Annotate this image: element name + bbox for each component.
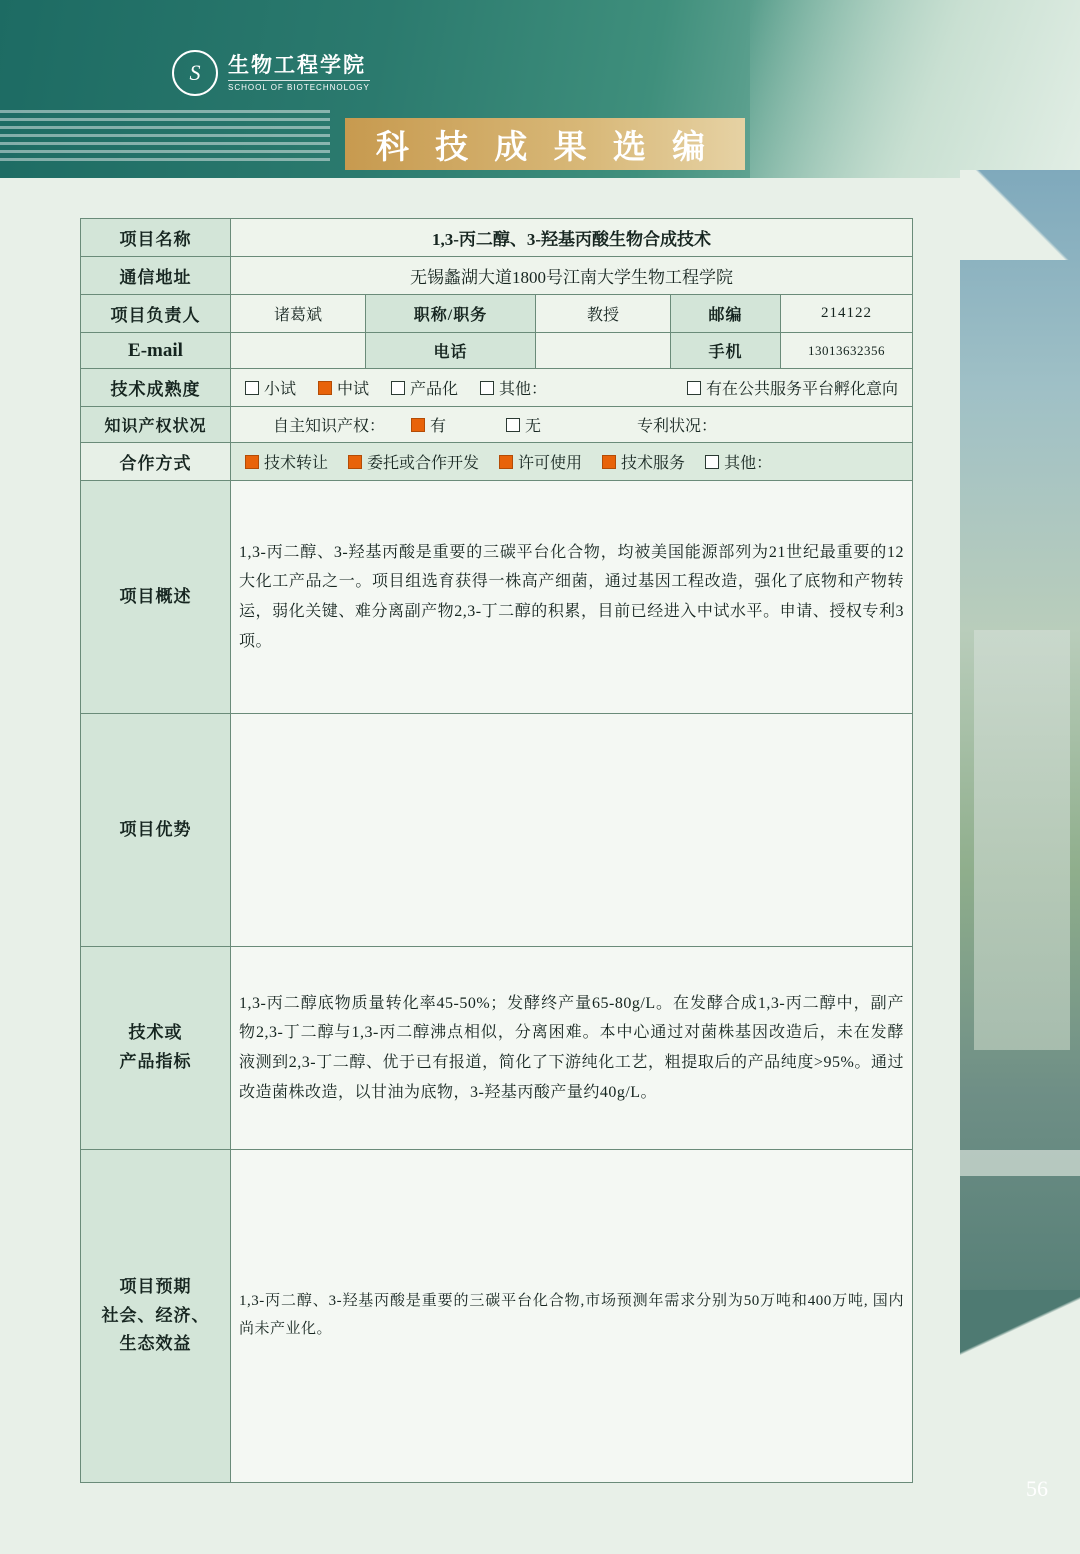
maturity-option-label: 小试: [264, 381, 297, 398]
value-ip-options: [231, 407, 913, 443]
table-row-ip: [81, 407, 913, 443]
value-expected-benefit: 1,3-丙二醇、3-羟基丙酸是重要的三碳平台化合物,市场预测年需求分别为50万吨和400万吨, 国内尚未产业化。: [231, 1150, 913, 1483]
ip-option-yes[interactable]: [411, 413, 446, 436]
label-maturity: 技术成熟度: [81, 369, 231, 407]
ip-option-label: 有: [430, 418, 447, 435]
maturity-option-label: 产品化: [410, 381, 459, 398]
table-row-overview: [81, 481, 913, 714]
checkbox-checked-icon[interactable]: [245, 455, 259, 469]
coop-option-label: 技术转让: [264, 455, 329, 472]
label-expected-benefit: [81, 1150, 231, 1483]
label-expected-benefit-line1: 项目预期: [119, 1276, 192, 1296]
coop-option-label: 技术服务: [621, 455, 686, 472]
coop-option-label: 许可使用: [518, 455, 583, 472]
checkbox-unchecked-icon[interactable]: [391, 381, 405, 395]
checkbox-unchecked-icon[interactable]: [687, 381, 701, 395]
page-title: 科 技 成 果 选 编: [375, 129, 715, 166]
label-phone: 电话: [366, 333, 536, 369]
table-row-maturity: [81, 369, 913, 407]
photo-top-corner-mask: [960, 170, 1080, 260]
coop-option-license[interactable]: [499, 450, 582, 473]
label-ip-status: 知识产权状况: [81, 407, 231, 443]
value-job-title: 教授: [536, 295, 671, 333]
checkbox-unchecked-icon[interactable]: [506, 418, 520, 432]
table-row-address: [81, 257, 913, 295]
checkbox-checked-icon[interactable]: [318, 381, 332, 395]
photo-bottom-corner-mask: [960, 1290, 1080, 1390]
header-gradient-fade: [750, 0, 1080, 178]
checkbox-checked-icon[interactable]: [602, 455, 616, 469]
incubation-intent-option[interactable]: [687, 376, 898, 399]
label-job-title: 职称/职务: [366, 295, 536, 333]
value-cooperation-options: [231, 443, 913, 481]
coop-option-label: 委托或合作开发: [367, 455, 480, 472]
label-technical-indicator-line1: 技术或: [128, 1023, 183, 1043]
maturity-option-product[interactable]: [391, 376, 458, 399]
photo-building-shape: [974, 630, 1070, 1050]
label-project-name: 项目名称: [81, 219, 231, 257]
checkbox-unchecked-icon[interactable]: [705, 455, 719, 469]
school-logo: [172, 50, 370, 96]
coop-option-transfer[interactable]: [245, 450, 328, 473]
value-phone: [536, 333, 671, 369]
value-technical-indicator: 1,3-丙二醇底物质量转化率45-50%；发酵终产量65-80g/L。在发酵合成1,3-丙二醇中，副产物2,3-丁二醇与1,3-丙二醇沸点相似，分离困难。本中心通过对菌株基因改造后，未在发酵液测到2,3-丁二醇、优于已有报道，简化了下游纯化工艺，粗提取后的产品纯度>95%。通过改造菌株改造，以甘油为底物，3-羟基丙酸产量约40g/L。: [231, 947, 913, 1150]
value-email: [231, 333, 366, 369]
checkbox-unchecked-icon[interactable]: [245, 381, 259, 395]
label-postcode: 邮编: [671, 295, 781, 333]
value-address: 无锡蠡湖大道1800号江南大学生物工程学院: [231, 257, 913, 295]
logo-emblem-icon: S: [172, 50, 218, 96]
value-project-overview: 1,3-丙二醇、3-羟基丙酸是重要的三碳平台化合物，均被美国能源部列为21世纪最重要的12大化工产品之一。项目组选育获得一株高产细菌，通过基因工程改造，强化了底物和产物转运，弱化关键、难分离副产物2,3-丁二醇的积累，目前已经进入中试水平。申请、授权专利3项。: [231, 481, 913, 714]
table-row-advantage: [81, 714, 913, 947]
logo-text-block: [228, 54, 370, 91]
value-project-leader: 诸葛斌: [231, 295, 366, 333]
page-title-banner: [345, 118, 745, 170]
table-row-indicator: [81, 947, 913, 1150]
label-project-advantage: 项目优势: [81, 714, 231, 947]
project-info-table: [80, 218, 913, 1483]
maturity-option-pilot[interactable]: [318, 376, 369, 399]
label-technical-indicator: [81, 947, 231, 1150]
table-row-project-name: [81, 219, 913, 257]
label-mobile: 手机: [671, 333, 781, 369]
table-row-cooperation: [81, 443, 913, 481]
maturity-option-other[interactable]: [480, 376, 547, 399]
coop-option-label: 其他：: [724, 455, 773, 472]
value-postcode: 214122: [781, 295, 913, 333]
coop-option-other[interactable]: [705, 450, 772, 473]
ip-prefix-label: 自主知识产权：: [273, 418, 386, 435]
maturity-option-label: 中试: [337, 381, 370, 398]
maturity-option-label: 其他：: [499, 381, 548, 398]
label-project-overview: 项目概述: [81, 481, 231, 714]
photo-waterline-shape: [960, 1150, 1080, 1176]
page-number: 56: [1026, 1476, 1048, 1501]
logo-chinese-name: 生物工程学院: [228, 53, 366, 78]
patent-status-label: 专利状况：: [637, 418, 718, 435]
table-row-leader: [81, 295, 913, 333]
maturity-option-lab[interactable]: [245, 376, 296, 399]
coop-option-joint-development[interactable]: [348, 450, 479, 473]
value-project-advantage: [231, 714, 913, 947]
label-cooperation: 合作方式: [81, 443, 231, 481]
table-row-contact: [81, 333, 913, 369]
ip-option-no[interactable]: [506, 413, 541, 436]
project-info-table-wrapper: [80, 218, 912, 1483]
label-expected-benefit-line2: 社会、经济、: [101, 1305, 210, 1325]
value-mobile: 13013632356: [781, 333, 913, 369]
header-stripes-decoration: [0, 110, 330, 172]
table-row-benefit: [81, 1150, 913, 1483]
checkbox-checked-icon[interactable]: [411, 418, 425, 432]
checkbox-checked-icon[interactable]: [499, 455, 513, 469]
label-email: E-mail: [81, 333, 231, 369]
value-project-name: 1,3-丙二醇、3-羟基丙酸生物合成技术: [231, 219, 913, 257]
coop-option-service[interactable]: [602, 450, 685, 473]
checkbox-checked-icon[interactable]: [348, 455, 362, 469]
checkbox-unchecked-icon[interactable]: [480, 381, 494, 395]
label-project-leader: 项目负责人: [81, 295, 231, 333]
label-technical-indicator-line2: 产品指标: [119, 1052, 192, 1071]
decorative-campus-photo: [960, 170, 1080, 1380]
logo-english-name: SCHOOL OF BIOTECHNOLOGY: [228, 80, 370, 92]
page-header: [0, 0, 1080, 178]
label-expected-benefit-line3: 生态效益: [119, 1334, 192, 1354]
value-maturity-options: [231, 369, 913, 407]
incubation-intent-label: 有在公共服务平台孵化意向: [706, 381, 899, 398]
label-address: 通信地址: [81, 257, 231, 295]
ip-option-label: 无: [525, 418, 542, 435]
